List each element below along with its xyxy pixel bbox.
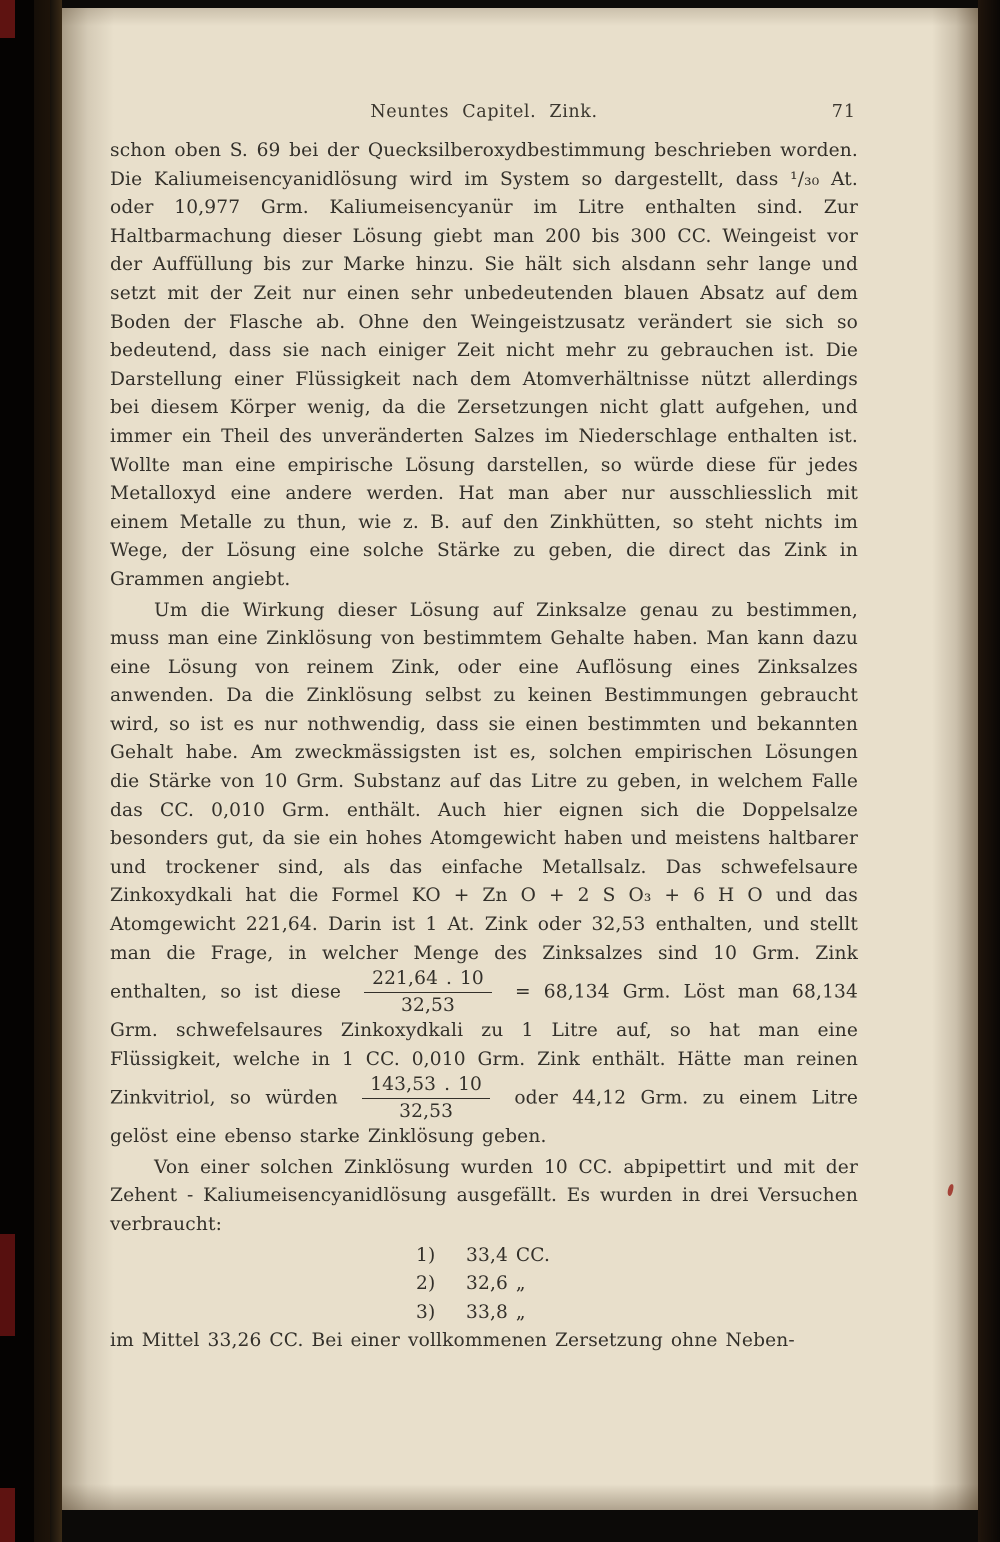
right-edge-shadow — [978, 0, 1000, 1542]
paragraph-1: schon oben S. 69 bei der Quecksilberoxydbestimmung beschrieben worden. Die Kaliumeisencyanidlösung wird im System so dargestellt, dass ¹/₃₀ At. oder 10,977 Grm. Kaliumeisencyanür im Litre enthalten sind. Zur Haltbarmachung dieser Lösung giebt man 200 bis 300 CC. Weingeist vor der Auffüllung bis zur Marke hinzu. Sie hält sich alsdann sehr lange und setzt mit der Zeit nur einen sehr unbedeutenden blauen Absatz auf dem Boden der Flasche ab. Ohne den Weingeistzusatz verändert sie sich so bedeutend, dass sie nach einiger Zeit nicht mehr zu gebrauchen ist. Die Darstellung einer Flüssigkeit nach dem Atomverhältnisse nützt allerdings bei diesem Körper wenig, da die Zersetzungen nicht glatt aufgehen, und immer ein Theil des unveränderten Salzes im Niederschlage enthalten ist. Wollte man eine empirische Lösung darstellen, so würde diese für jedes Metalloxyd eine andere werden. Hat man aber nur ausschliesslich mit einem Metalle zu thun, wie z. B. auf den Zinkhütten, so steht nichts im Wege, der Lösung eine solche Stärke zu geben, die direct das Zink in Grammen angiebt. — [110, 140, 858, 590]
trial-value: 32,6 „ — [466, 1273, 526, 1295]
trial-row — [416, 1299, 858, 1328]
paragraph-2 — [110, 597, 858, 1152]
paragraph-2-text-2: = 68,134 Grm. Löst man 68,134 Grm. schwefelsaures Zinkoxydkali zu 1 Litre auf, so hat man eine Flüssigkeit, welche in 1 CC. 0,010 Grm. Zink enthält. Hätte man reinen Zinkvitriol, so würden — [110, 981, 859, 1109]
text-block — [110, 102, 858, 1356]
page-number: 71 — [831, 102, 856, 122]
trial-label: 1) — [416, 1244, 436, 1266]
paragraph-2-text-1: Um die Wirkung dieser Lösung auf Zinksalze genau zu bestimmen, muss man eine Zinklösung von bestimmtem Gehalte haben. Man kann dazu eine Lösung von reinem Zink, oder eine Auflösung eines Zinksalzes anwenden. Da die Zinklösung selbst zu keinen Bestimmungen gebraucht wird, so ist es nur nothwendig, dass sie einen bestimmten und bekannten Gehalt habe. Am zweckmässigsten ist es, solchen empirischen Lösungen die Stärke von 10 Grm. Substanz auf das Litre zu geben, in welchem Falle das CC. 0,010 Grm. enthält. Auch hier eignen sich die Doppelsalze besonders gut, da sie ein hohes Atomgewicht haben und meistens haltbarer und trockener sind, als das einfache Metallsalz. Das schwefelsaure Zinkoxydkali hat die Formel KO + Zn O + 2 S O₃ + 6 H O und das Atomgewicht 221,64. Darin ist 1 At. Zink oder 32,53 enthalten, und stellt man die Frage, in welcher Menge des Zinksalzes sind 10 Grm. Zink enthalten, so ist diese — [110, 599, 858, 1003]
fraction-1-denominator: 32,53 — [401, 995, 455, 1017]
paragraph-2-text-3: oder 44,12 Grm. zu einem Litre gelöst eine ebenso starke Zinklösung geben. — [110, 1087, 859, 1148]
running-header — [110, 102, 858, 122]
trial-list — [416, 1242, 858, 1328]
fraction-1 — [364, 968, 492, 1017]
body-text — [110, 137, 858, 1356]
fraction-2-numerator: 143,53 . 10 — [362, 1074, 490, 1099]
binding-red-segment-middle — [0, 1234, 15, 1336]
trial-label: 2) — [416, 1273, 436, 1295]
trial-value: 33,8 „ — [466, 1301, 526, 1323]
page-paper — [62, 8, 978, 1510]
red-ink-mark — [947, 1184, 954, 1197]
fraction-1-numerator: 221,64 . 10 — [364, 968, 492, 993]
paragraph-3: Von einer solchen Zinklösung wurden 10 CC. abpipettirt und mit der Zehent - Kaliumeisencyanidlösung ausgefällt. Es wurden in drei Versuchen verbraucht: — [110, 1156, 858, 1235]
chapter-title: Neuntes Capitel. Zink. — [370, 102, 598, 122]
trial-row — [416, 1242, 858, 1271]
book-binding-edge — [0, 0, 62, 1542]
trial-row — [416, 1270, 858, 1299]
fraction-2 — [362, 1074, 490, 1123]
fraction-2-denominator: 32,53 — [399, 1101, 454, 1123]
trial-value: 33,4 CC. — [466, 1244, 551, 1266]
binding-red-segment-top — [0, 0, 15, 38]
binding-red-segment-bottom — [0, 1488, 15, 1542]
trial-label: 3) — [416, 1301, 436, 1323]
paragraph-4: im Mittel 33,26 CC. Bei einer vollkommenen Zersetzung ohne Neben- — [110, 1330, 795, 1352]
